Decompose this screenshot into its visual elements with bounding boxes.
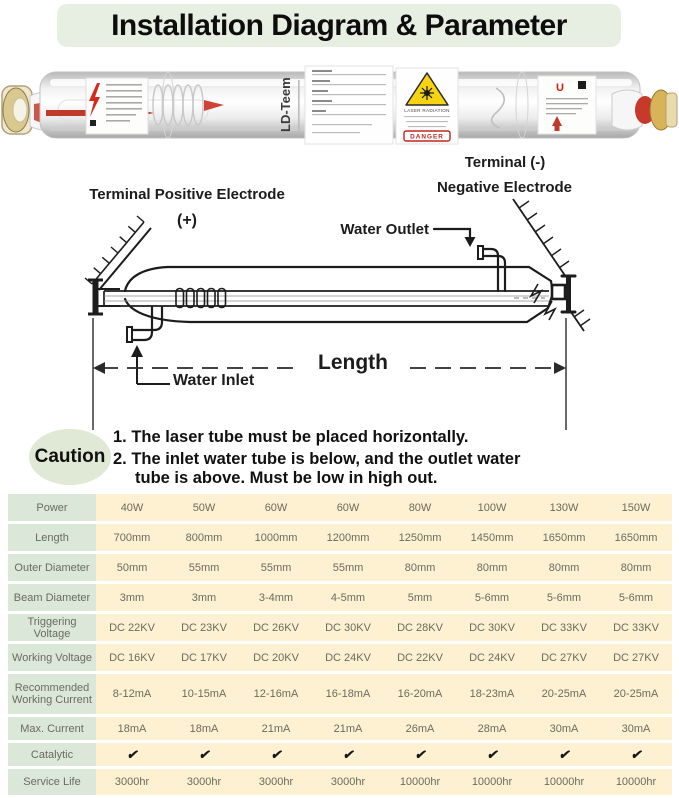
value-cell: 150W	[600, 494, 672, 521]
laser-tube-photo	[0, 60, 679, 152]
page-title: Installation Diagram & Parameter	[57, 4, 621, 47]
value-cell: 18mA	[96, 717, 168, 740]
value-cell: 80mm	[456, 554, 528, 581]
brand-side-line	[298, 80, 300, 132]
outlet-arrowhead	[465, 237, 476, 247]
value-cell: 1000mm	[240, 524, 312, 551]
inner-tube	[104, 291, 549, 306]
value-cell: 20-25mA	[528, 674, 600, 714]
water-inlet-leader	[137, 354, 170, 384]
value-cell: 3000hr	[96, 769, 168, 795]
row-label: Outer Diameter	[8, 554, 96, 581]
table-row	[8, 554, 672, 581]
center-spec-label	[305, 66, 393, 144]
water-outlet-cap	[478, 246, 483, 259]
value-cell: 18mA	[168, 717, 240, 740]
row-label: Power	[8, 494, 96, 521]
value-cell: 3000hr	[168, 769, 240, 795]
table-row	[8, 524, 672, 551]
value-cell: 26mA	[384, 717, 456, 740]
row-label: Triggering Voltage	[8, 614, 96, 641]
row-label: Max. Current	[8, 717, 96, 740]
small-square-icon	[578, 81, 586, 89]
terminal-positive-symbol: (+)	[177, 212, 197, 229]
value-cell: 10-15mA	[168, 674, 240, 714]
table-row	[8, 494, 672, 521]
value-cell: 30mA	[528, 717, 600, 740]
value-cell: DC 16KV	[96, 644, 168, 671]
value-cell: DC 24KV	[312, 644, 384, 671]
table-row	[8, 743, 672, 766]
left-spec-label	[86, 78, 148, 134]
value-cell: 55mm	[240, 554, 312, 581]
value-cell: ✔	[600, 743, 672, 766]
table-row	[8, 644, 672, 671]
tube-right-cap	[612, 90, 677, 130]
tube-left-shoulder-bottom	[125, 299, 190, 322]
value-cell: DC 24KV	[456, 644, 528, 671]
value-cell: 100W	[456, 494, 528, 521]
right-connector-square	[552, 285, 565, 299]
value-cell: ✔	[528, 743, 600, 766]
row-label: Recommended Working Current	[8, 674, 96, 714]
dimension-arrow-right	[554, 362, 566, 374]
caution-item-2-line-1: 2. The inlet water tube is below, and the outlet water	[113, 450, 521, 468]
tube-top-outline	[168, 267, 551, 281]
row-label: Length	[8, 524, 96, 551]
value-cell: 80mm	[600, 554, 672, 581]
value-cell: 3-4mm	[240, 584, 312, 611]
table-row	[8, 717, 672, 740]
value-cell: ✔	[384, 743, 456, 766]
caution-badge: Caution	[29, 429, 111, 485]
value-cell: 55mm	[168, 554, 240, 581]
terminal-negative-subtitle: Negative Electrode	[436, 179, 573, 196]
table-row	[8, 674, 672, 714]
laser-radiation-text: LASER RADIATION	[404, 108, 450, 113]
row-label: Catalytic	[8, 743, 96, 766]
value-cell: 80mm	[384, 554, 456, 581]
table-row	[8, 584, 672, 611]
row-label: Working Voltage	[8, 644, 96, 671]
water-outlet-label: Water Outlet	[340, 221, 429, 238]
parameter-table-body	[8, 494, 672, 795]
value-cell: 1450mm	[456, 524, 528, 551]
value-cell: 55mm	[312, 554, 384, 581]
value-cell: 1250mm	[384, 524, 456, 551]
value-cell: DC 20KV	[240, 644, 312, 671]
value-cell: 3mm	[96, 584, 168, 611]
value-cell: 8-12mA	[96, 674, 168, 714]
value-cell: 80W	[384, 494, 456, 521]
danger-badge	[404, 131, 450, 141]
right-flange	[566, 277, 571, 311]
value-cell: 5-6mm	[528, 584, 600, 611]
value-cell: DC 23KV	[168, 614, 240, 641]
tube-bottom-outline	[190, 308, 548, 322]
value-cell: 28mA	[456, 717, 528, 740]
value-cell: 40W	[96, 494, 168, 521]
value-cell: DC 22KV	[96, 614, 168, 641]
value-cell: 50W	[168, 494, 240, 521]
value-cell: 700mm	[96, 524, 168, 551]
water-inlet-cap	[127, 327, 132, 342]
value-cell: 3000hr	[240, 769, 312, 795]
row-label: Beam Diameter	[8, 584, 96, 611]
value-cell: 80mm	[528, 554, 600, 581]
value-cell: 10000hr	[600, 769, 672, 795]
value-cell: 5-6mm	[600, 584, 672, 611]
water-inlet-label: Water Inlet	[173, 372, 255, 389]
danger-text: DANGER	[410, 133, 444, 141]
parameter-table	[8, 491, 672, 798]
value-cell: DC 30KV	[456, 614, 528, 641]
value-cell: DC 22KV	[384, 644, 456, 671]
small-square-icon	[90, 120, 96, 126]
value-cell: 800mm	[168, 524, 240, 551]
value-cell: DC 28KV	[384, 614, 456, 641]
terminal-positive-title: Terminal Positive Electrode	[89, 186, 285, 203]
value-cell: DC 33KV	[600, 614, 672, 641]
value-cell: 3000hr	[312, 769, 384, 795]
value-cell: 50mm	[96, 554, 168, 581]
inlet-arrowhead	[131, 345, 143, 357]
value-cell: 3mm	[168, 584, 240, 611]
value-cell: 30mA	[600, 717, 672, 740]
value-cell: 10000hr	[456, 769, 528, 795]
brand-text: LD-Teem	[278, 77, 293, 132]
value-cell: ✔	[168, 743, 240, 766]
value-cell: 18-23mA	[456, 674, 528, 714]
right-spec-label	[538, 76, 596, 134]
value-cell: DC 27KV	[600, 644, 672, 671]
value-cell: DC 17KV	[168, 644, 240, 671]
value-cell: DC 26KV	[240, 614, 312, 641]
value-cell: 1200mm	[312, 524, 384, 551]
value-cell: 21mA	[312, 717, 384, 740]
value-cell: 20-25mA	[600, 674, 672, 714]
water-inlet-pipe	[132, 307, 152, 340]
value-cell: 1650mm	[528, 524, 600, 551]
value-cell: 12-16mA	[240, 674, 312, 714]
value-cell: ✔	[240, 743, 312, 766]
value-cell: 130W	[528, 494, 600, 521]
value-cell: DC 27KV	[528, 644, 600, 671]
value-cell: ✔	[456, 743, 528, 766]
terminal-negative-title: Terminal (-)	[464, 154, 546, 171]
water-outlet-leader	[434, 229, 470, 238]
value-cell: 1650mm	[600, 524, 672, 551]
length-label: Length	[318, 351, 388, 374]
value-cell: DC 33KV	[528, 614, 600, 641]
value-cell: 60W	[312, 494, 384, 521]
value-cell: 10000hr	[528, 769, 600, 795]
value-cell: 16-20mA	[384, 674, 456, 714]
laser-warning-label	[396, 68, 458, 144]
caution-item-2-line-2: tube is above. Must be low in high out.	[135, 469, 438, 487]
table-row	[8, 614, 672, 641]
tube-left-shoulder-top	[125, 267, 168, 291]
value-cell: 10000hr	[384, 769, 456, 795]
value-cell: 16-18mA	[312, 674, 384, 714]
dimension-arrow-left	[93, 362, 105, 374]
value-cell: ✔	[96, 743, 168, 766]
red-mark: U	[556, 82, 564, 94]
value-cell: 60W	[240, 494, 312, 521]
value-cell: DC 30KV	[312, 614, 384, 641]
table-row	[8, 769, 672, 795]
value-cell: 4-5mm	[312, 584, 384, 611]
value-cell: ✔	[312, 743, 384, 766]
value-cell: 21mA	[240, 717, 312, 740]
value-cell: 5-6mm	[456, 584, 528, 611]
caution-item-1: 1. The laser tube must be placed horizontally.	[113, 428, 469, 446]
row-label: Service Life	[8, 769, 96, 795]
value-cell: 5mm	[384, 584, 456, 611]
